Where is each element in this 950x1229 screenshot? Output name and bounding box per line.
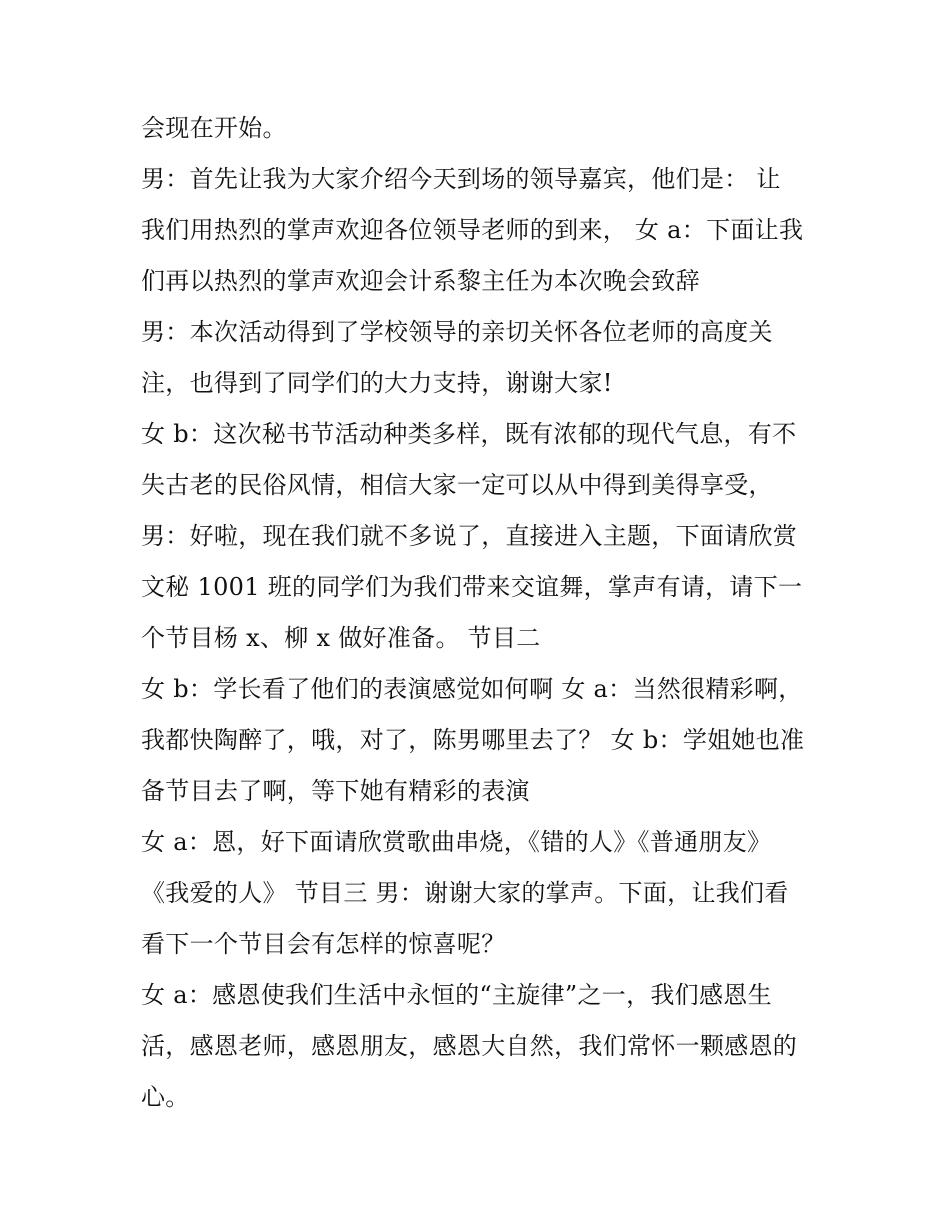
text-line: 个节目杨 x、柳 x 做好准备。 节目二 [141, 624, 541, 652]
document-body [141, 103, 821, 1123]
text-line: 男：好啦，现在我们就不多说了，直接进入主题，下面请欣赏 [141, 522, 798, 550]
text-line: 备节目去了啊，等下她有精彩的表演 [141, 777, 530, 805]
text-line: 失古老的民俗风情，相信大家一定可以从中得到美得享受， [141, 471, 773, 499]
text-line: 看下一个节目会有怎样的惊喜呢？ [141, 930, 506, 958]
text-line: 《我爱的人》 节目三 男：谢谢大家的掌声。下面，让我们看 [141, 879, 789, 907]
text-line: 文秘 1001 班的同学们为我们带来交谊舞，掌声有请，请下一 [141, 573, 803, 601]
text-line: 男：本次活动得到了学校领导的亲切关怀各位老师的高度关 [141, 318, 773, 346]
text-line: 我都快陶醉了，哦，对了，陈男哪里去了？ 女 b：学姐她也准 [141, 726, 805, 754]
text-line: 活，感恩老师，感恩朋友，感恩大自然，我们常怀一颗感恩的 [141, 1032, 798, 1060]
text-line: 女 b：这次秘书节活动种类多样，既有浓郁的现代气息，有不 [141, 420, 797, 448]
text-line: 男：首先让我为大家介绍今天到场的领导嘉宾，他们是： 让 [141, 165, 781, 193]
text-line: 女 b：学长看了他们的表演感觉如何啊 女 a：当然很精彩啊， [141, 675, 803, 703]
text-line: 女 a：感恩使我们生活中永恒的“主旋律”之一，我们感恩生 [141, 981, 772, 1009]
text-line: 注，也得到了同学们的大力支持，谢谢大家! [141, 369, 613, 397]
text-line: 我们用热烈的掌声欢迎各位领导老师的到来， 女 a：下面让我 [141, 216, 804, 244]
text-line: 心。 [141, 1083, 190, 1111]
text-line: 们再以热烈的掌声欢迎会计系黎主任为本次晚会致辞 [141, 267, 700, 295]
text-line: 会现在开始。 [141, 114, 287, 142]
text-line: 女 a：恩，好下面请欣赏歌曲串烧，《错的人》《普通朋友》 [141, 828, 772, 856]
